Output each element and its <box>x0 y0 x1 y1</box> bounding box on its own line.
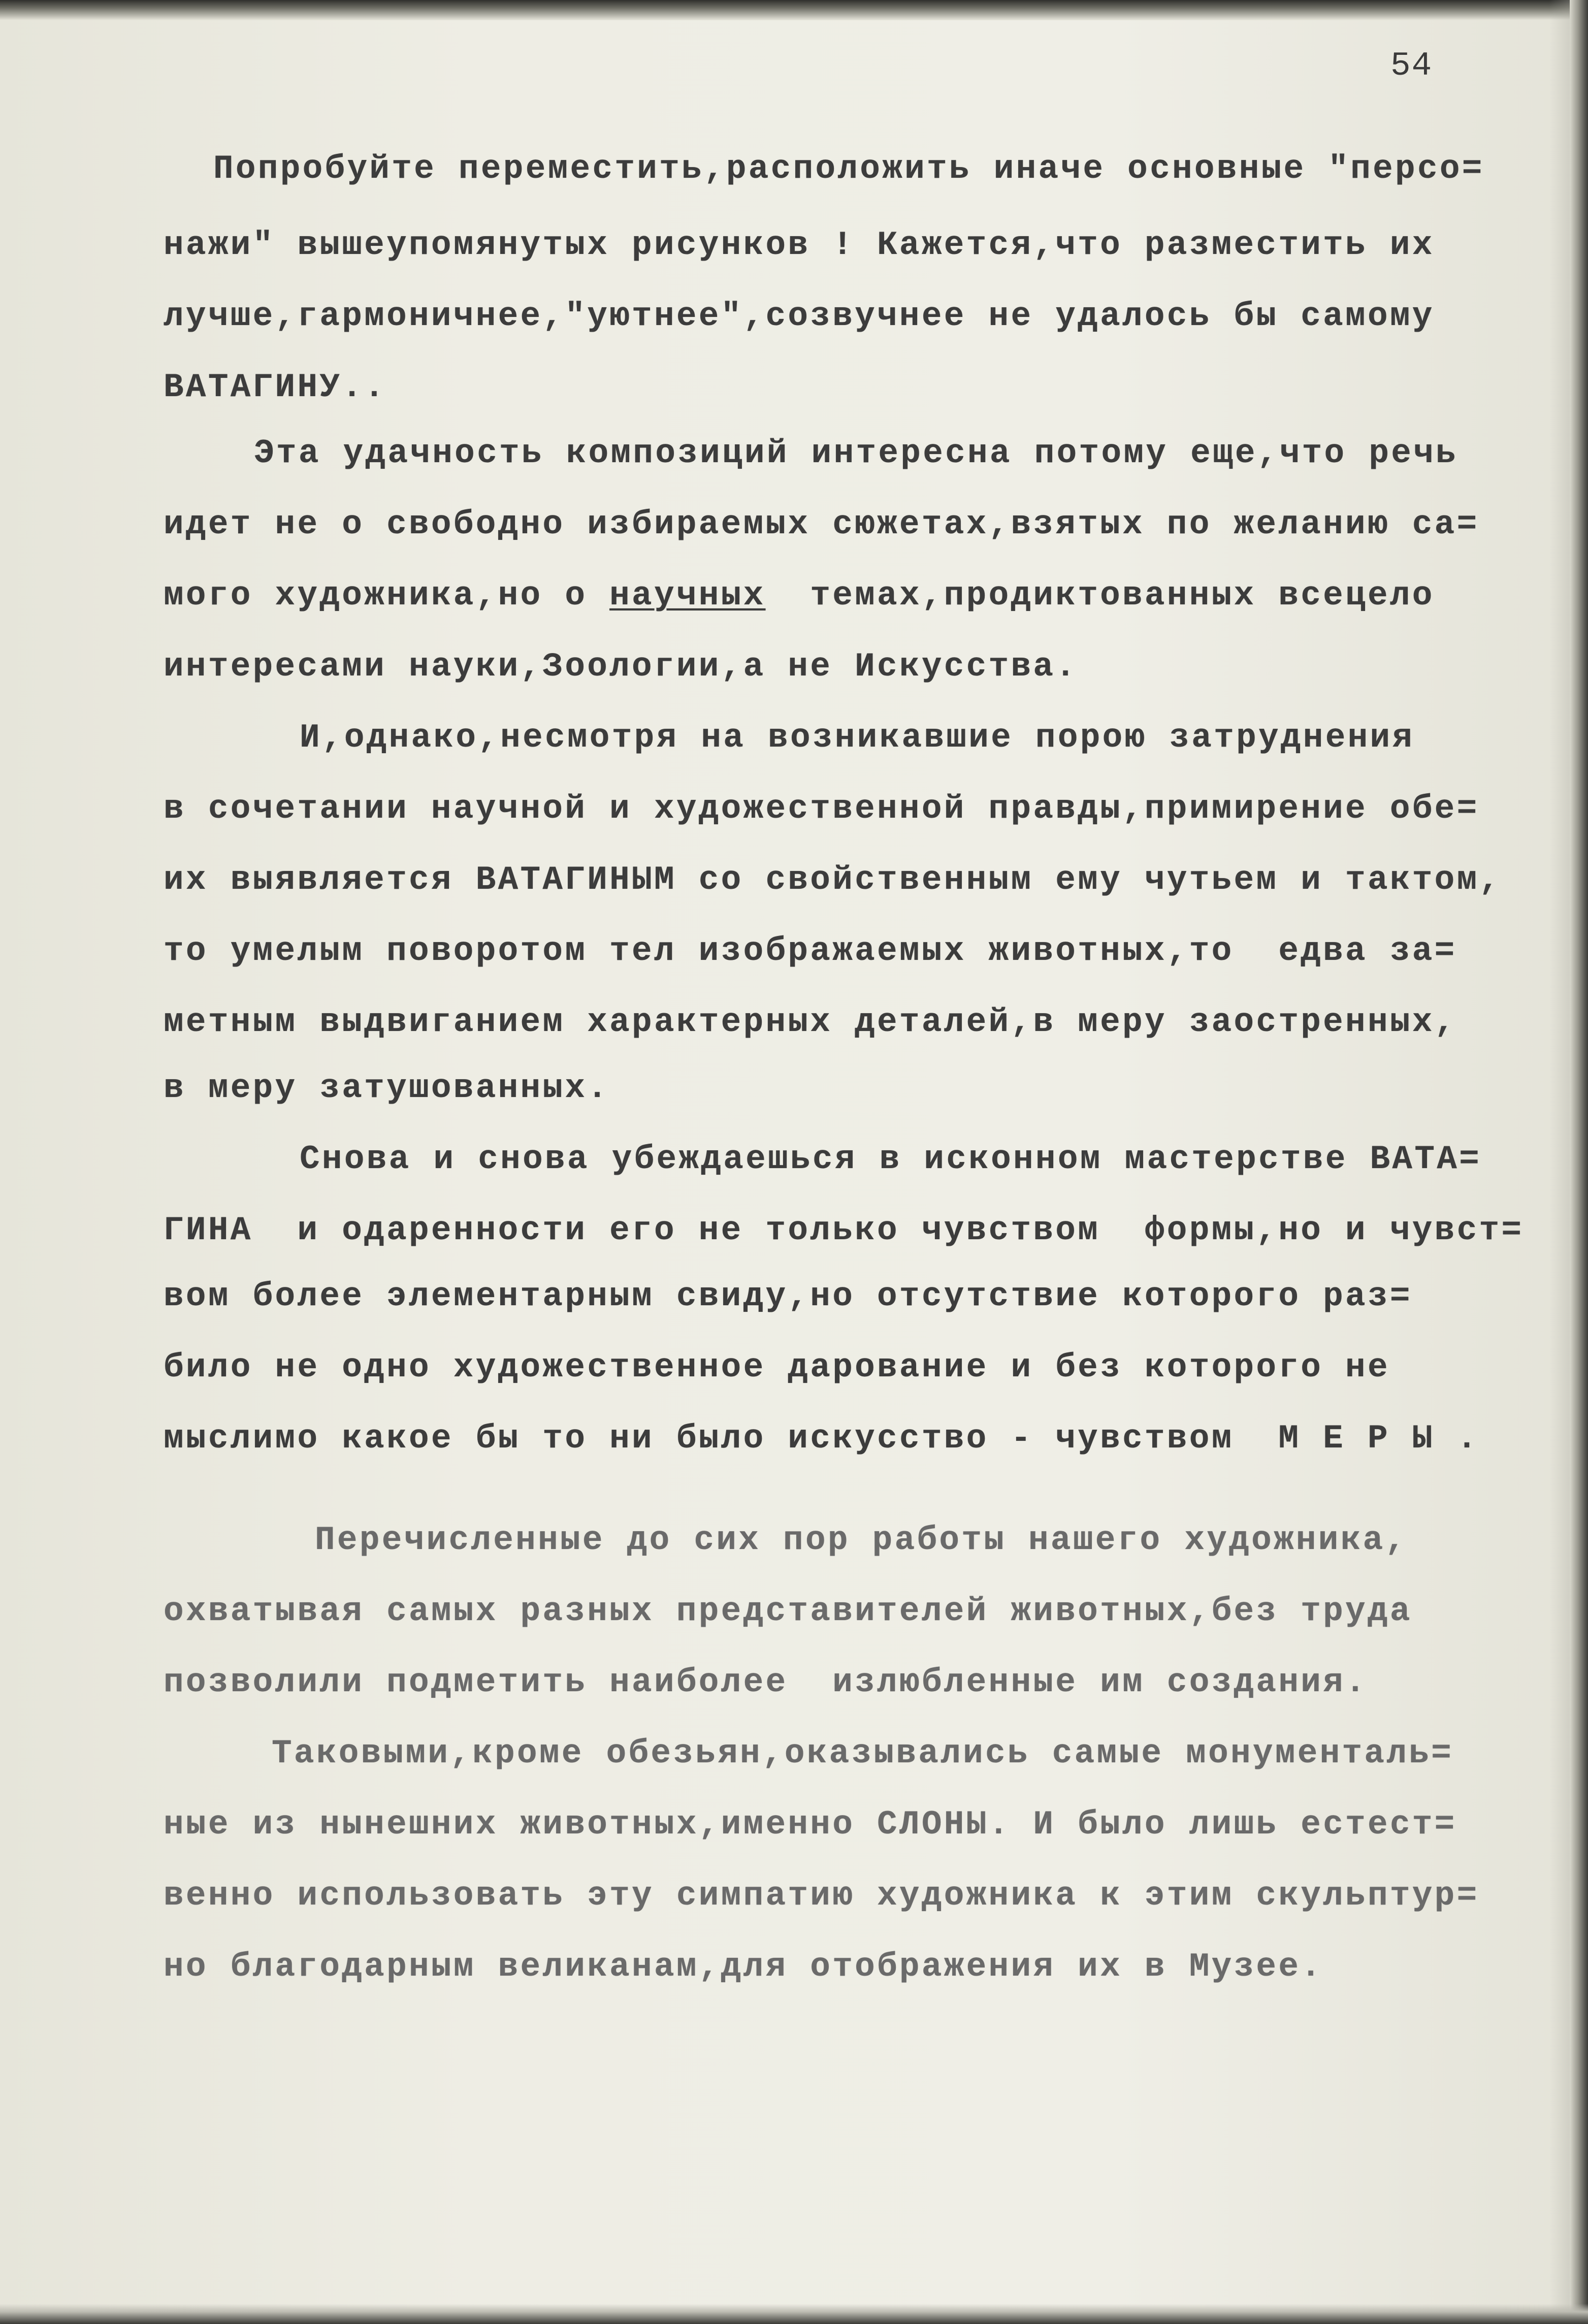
text-line: идет не о свободно избираемых сюжетах,взятых по желанию са= <box>164 505 1479 543</box>
text-line: метным выдвиганием характерных деталей,в меру заостренных, <box>164 1003 1457 1041</box>
text-line: ГИНА и одаренности его не только чувством формы,но и чувст= <box>164 1211 1524 1249</box>
text-line: Эта удачность композиций интересна потому еще,что речь <box>254 434 1458 472</box>
text-line: Попробуйте переместить,расположить иначе основные "персо= <box>213 150 1484 188</box>
text-line: вом более элементарным свиду,но отсутствие которого раз= <box>164 1277 1412 1315</box>
text-line: интересами науки,Зоологии,а не Искусства. <box>164 648 1078 686</box>
text-line: их выявляется ВАТАГИНЫМ со свойственным ему чутьем и тактом, <box>164 861 1502 899</box>
text-line: венно использовать эту симпатию художника к этим скульптур= <box>164 1877 1479 1915</box>
text-line <box>164 576 1435 615</box>
text-line: но благодарным великанам,для отображения их в Музее. <box>164 1948 1323 1986</box>
text-line: било не одно художественное дарование и без которого не <box>164 1348 1390 1386</box>
text-line: то умелым поворотом тел изображаемых животных,то едва за= <box>164 932 1457 970</box>
text-line: Снова и снова убеждаешься в исконном мастерстве ВАТА= <box>300 1140 1482 1178</box>
text-line: в меру затушованных. <box>164 1069 610 1107</box>
text-line: И,однако,несмотря на возникавшие порою затруднения <box>300 719 1415 757</box>
text-line: охватывая самых разных представителей животных,без труда <box>164 1592 1412 1630</box>
text-line: позволили подметить наиболее излюбленные им создания. <box>164 1663 1368 1701</box>
text-line: мыслимо какое бы то ни было искусство - чувством М Е Р Ы . <box>164 1419 1479 1458</box>
text-line: нажи" вышеупомянутых рисунков ! Кажется,что разместить их <box>164 226 1435 264</box>
text-segment: мого художника,но о <box>164 576 610 615</box>
page-top-edge-shadow <box>0 0 1588 20</box>
text-line: Таковыми,кроме обезьян,оказывались самые монументаль= <box>272 1734 1454 1772</box>
text-segment: темах,продиктованных всецело <box>765 576 1435 615</box>
page-right-edge-shadow <box>1570 0 1588 2324</box>
page-bottom-edge-shadow <box>0 2304 1588 2324</box>
underlined-word: научных <box>609 576 766 615</box>
page-right-edge-fade <box>1549 0 1570 2324</box>
page-number: 54 <box>1390 47 1433 85</box>
text-line: ные из нынешних животных,именно СЛОНЫ. И было лишь естест= <box>164 1805 1457 1844</box>
text-line: лучше,гармоничнее,"уютнее",созвучнее не удалось бы самому <box>164 297 1435 335</box>
text-line: в сочетании научной и художественной правды,примирение обе= <box>164 790 1479 828</box>
text-line: Перечисленные до сих пор работы нашего художника, <box>315 1521 1408 1559</box>
text-line: ВАТАГИНУ.. <box>164 368 387 406</box>
